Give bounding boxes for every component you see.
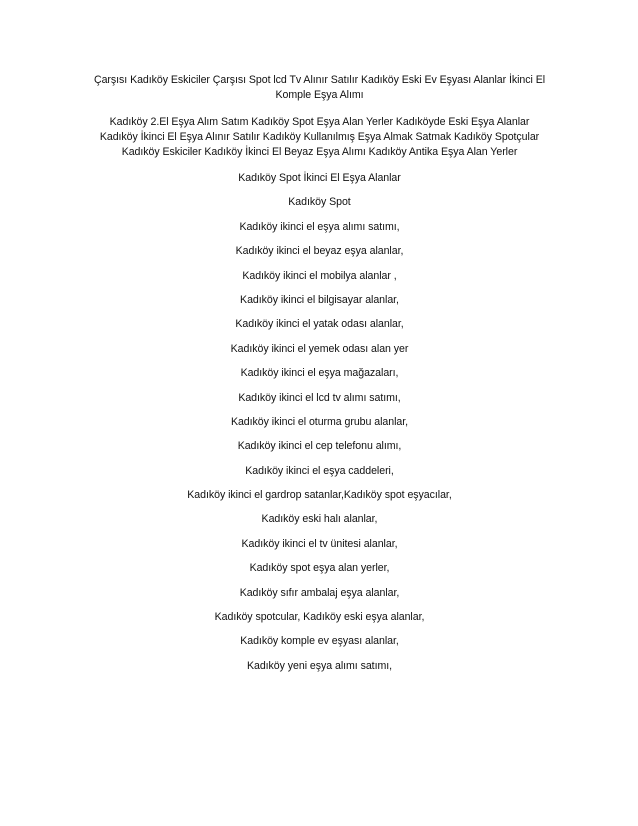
keyword-paragraph: Kadıköy 2.El Eşya Alım Satım Kadıköy Spot Eşya Alan Yerler Kadıköyde Eski Eşya Alanlar Kadıköy İkinci El Eşya Alınır Satılır Kadıköy Kullanılmış Eşya Almak Satmak Kadıköy Spotçular Kadıköy Eskiciler Kadıköy İkinci El Beyaz Eşya Alımı Kadıköy Antika Eşya Alan Yerler: [99, 116, 540, 158]
list-line: Kadıköy eski halı alanlar,: [261, 513, 378, 526]
list-line: Kadıköy ikinci el eşya caddeleri,: [245, 464, 394, 477]
list-line: Kadıköy ikinci el mobilya alanlar ,: [242, 269, 397, 282]
list-line: Kadıköy Spot: [288, 196, 351, 209]
list-line: Kadıköy yeni eşya alımı satımı,: [246, 659, 393, 672]
list-line: Kadıköy ikinci el bilgisayar alanlar,: [240, 293, 399, 306]
list-line: Kadıköy ikinci el cep telefonu alımı,: [237, 440, 402, 453]
keyword-list: [92, 171, 547, 683]
list-line: Kadıköy ikinci el tv ünitesi alanlar,: [241, 537, 398, 550]
list-line: Kadıköy spotcular, Kadıköy eski eşya alanlar,: [214, 611, 425, 624]
list-line: Kadıköy ikinci el eşya alımı satımı,: [239, 220, 400, 233]
list-line: Kadıköy sıfır ambalaj eşya alanlar,: [239, 586, 400, 599]
intro-paragraph: Çarşısı Kadıköy Eskiciler Çarşısı Spot lcd Tv Alınır Satılır Kadıköy Eski Ev Eşyası Alanlar İkinci El Komple Eşya Alımı: [93, 74, 546, 101]
list-line: Kadıköy ikinci el oturma grubu alanlar,: [230, 415, 409, 428]
list-line: Kadıköy ikinci el yemek odası alan yer: [230, 342, 409, 355]
list-line: Kadıköy ikinci el beyaz eşya alanlar,: [235, 245, 404, 258]
list-line: Kadıköy Spot İkinci El Eşya Alanlar: [238, 172, 401, 184]
list-line: Kadıköy ikinci el yatak odası alanlar,: [235, 318, 404, 331]
list-line: Kadıköy spot eşya alan yerler,: [249, 562, 390, 575]
list-line: Kadıköy ikinci el gardrop satanlar,Kadıköy spot eşyacılar,: [187, 489, 452, 502]
document-body: [92, 73, 547, 683]
list-line: Kadıköy komple ev eşyası alanlar,: [240, 635, 399, 648]
list-line: Kadıköy ikinci el eşya mağazaları,: [240, 367, 399, 380]
list-line: Kadıköy ikinci el lcd tv alımı satımı,: [238, 391, 401, 404]
